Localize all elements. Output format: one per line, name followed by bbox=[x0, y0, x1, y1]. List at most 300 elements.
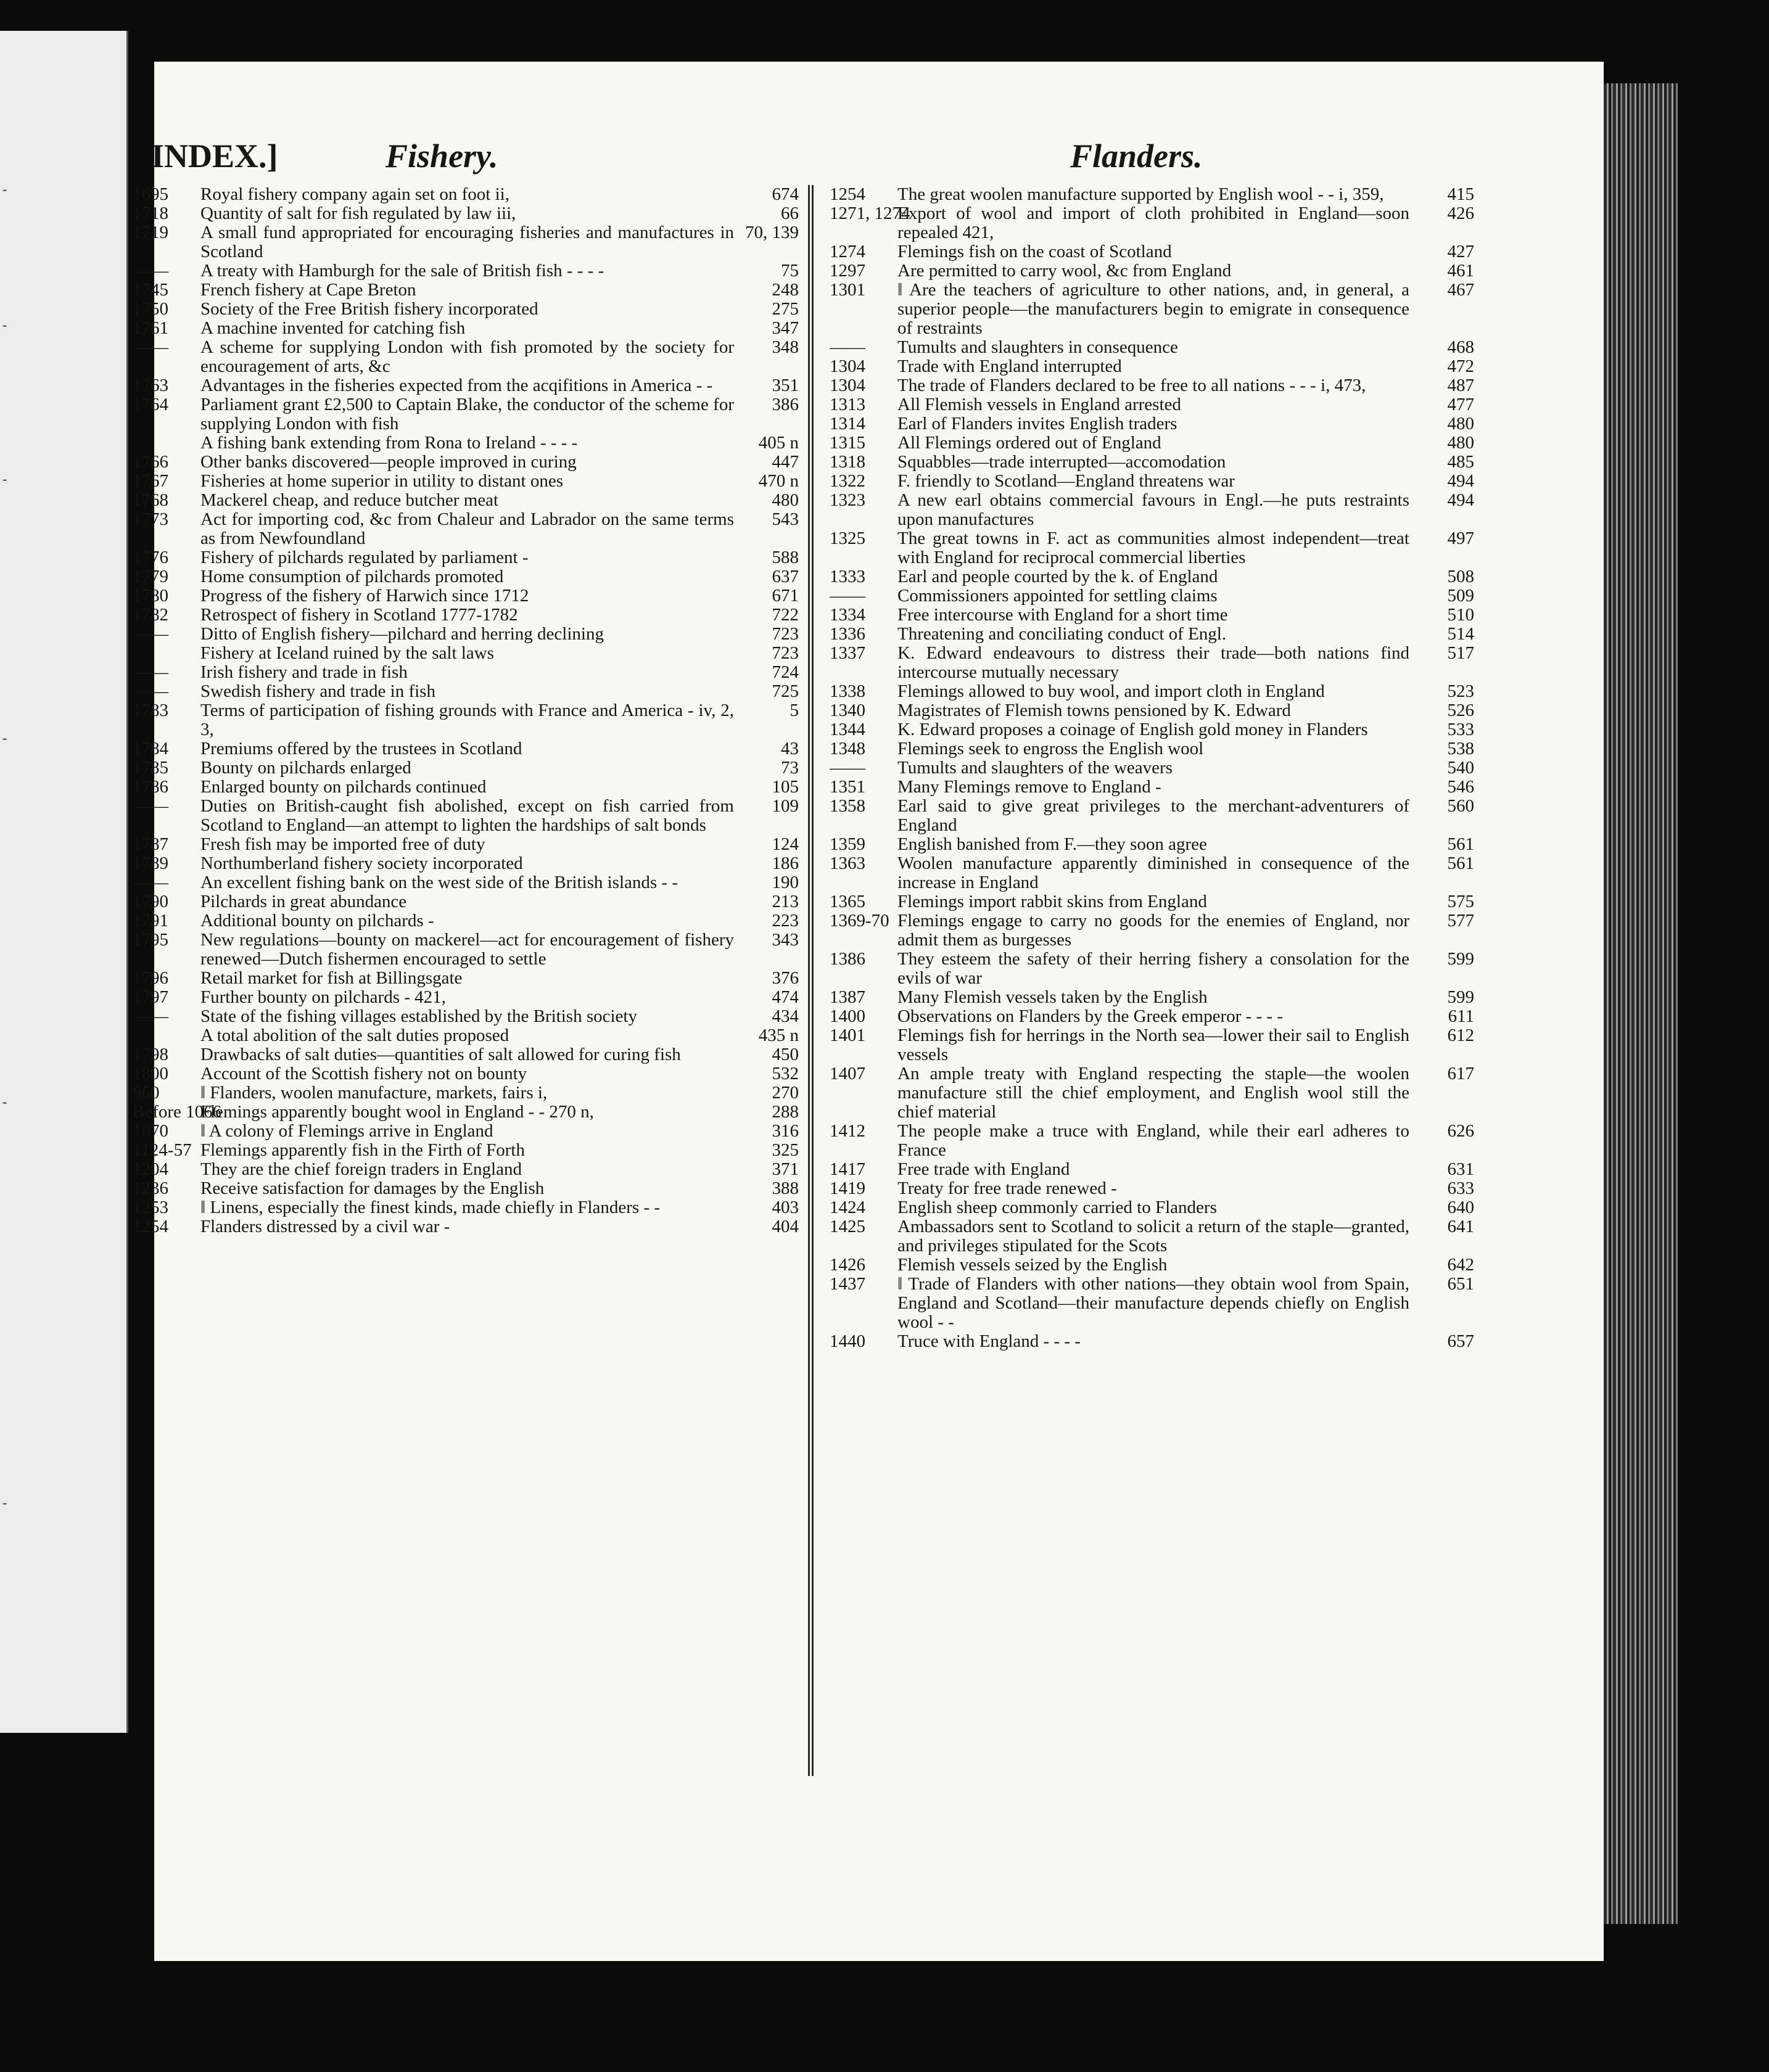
entry-page-reference: 351 bbox=[772, 376, 799, 395]
index-entry bbox=[830, 414, 1474, 434]
entry-year: 1785 bbox=[133, 758, 168, 778]
entry-page-reference: 538 bbox=[1447, 739, 1474, 758]
entry-page-reference: 376 bbox=[772, 968, 799, 988]
entry-text: ‖ Are the teachers of agriculture to other nations, and, in general, a superior people—the manufacturers begin to emigrate in consequence of restraints bbox=[897, 280, 1409, 338]
index-entry bbox=[830, 739, 1474, 758]
index-entry bbox=[133, 969, 799, 988]
index-entry bbox=[830, 911, 1474, 950]
entry-year: 1204 bbox=[133, 1159, 168, 1179]
entry-year: 1776 bbox=[133, 548, 168, 567]
entry-text: The great towns in F. act as communities almost independent—treat with England for reciprocal commercial liberties bbox=[897, 528, 1409, 567]
entry-page-reference: 450 bbox=[772, 1045, 799, 1064]
entry-year: 1358 bbox=[830, 796, 865, 816]
entry-text: Flemings allowed to buy wool, and import cloth in England bbox=[897, 681, 1325, 701]
entry-page-reference: 657 bbox=[1447, 1331, 1474, 1351]
entry-text: Northumberland fishery society incorporated bbox=[200, 853, 523, 873]
entry-text: Enlarged bounty on pilchards continued bbox=[200, 777, 487, 797]
index-entry bbox=[830, 778, 1474, 797]
entry-year: 1719 bbox=[133, 223, 168, 242]
entry-year: 1767 bbox=[133, 471, 168, 491]
entry-text: Act for importing cod, &c from Chaleur and Labrador on the same terms as from Newfoundland bbox=[200, 509, 734, 548]
entry-text: Export of wool and import of cloth prohibited in England—soon repealed 421, bbox=[897, 204, 1409, 242]
entry-page-reference: 508 bbox=[1447, 567, 1474, 586]
index-entry bbox=[133, 567, 799, 586]
entry-text: Trade with England interrupted bbox=[897, 356, 1122, 376]
entry-text: The great woolen manufacture supported by English wool - - i, 359, bbox=[897, 185, 1384, 204]
entry-page-reference: 434 bbox=[772, 1006, 799, 1026]
entry-page-reference: 540 bbox=[1447, 758, 1474, 778]
entry-page-reference: 388 bbox=[772, 1178, 799, 1198]
entry-year: 1344 bbox=[830, 720, 865, 739]
index-entry bbox=[133, 892, 799, 911]
index-entry bbox=[133, 1198, 799, 1217]
entry-year: 1322 bbox=[830, 471, 865, 491]
entry-page-reference: 347 bbox=[772, 318, 799, 338]
entry-text: Parliament grant £2,500 to Captain Blake, the conductor of the scheme for supplying London with fish bbox=[200, 395, 734, 434]
entry-text: Swedish fishery and trade in fish bbox=[200, 681, 435, 701]
index-entry bbox=[830, 1198, 1474, 1217]
entry-text: Account of the Scottish fishery not on bounty bbox=[200, 1064, 527, 1083]
index-entry bbox=[133, 204, 799, 223]
entry-year: 1304 bbox=[830, 376, 865, 395]
entry-text: Tumults and slaughters of the weavers bbox=[897, 758, 1173, 778]
entry-page-reference: 371 bbox=[772, 1159, 799, 1179]
entry-page-reference: 105 bbox=[772, 777, 799, 797]
entry-text: Duties on British-caught fish abolished, except on fish carried from Scotland to England—an attempt to lighten the hardships of salt bonds bbox=[200, 796, 734, 835]
entry-year: 1253 bbox=[133, 1198, 168, 1217]
entry-year: 1318 bbox=[830, 452, 865, 472]
entry-year: 1340 bbox=[830, 701, 865, 720]
index-entry bbox=[133, 1083, 799, 1103]
entry-page-reference: 637 bbox=[772, 567, 799, 586]
entry-page-reference: 124 bbox=[772, 834, 799, 854]
index-entry bbox=[133, 644, 799, 663]
entry-page-reference: 642 bbox=[1447, 1255, 1474, 1275]
index-entry bbox=[133, 376, 799, 395]
entry-page-reference: 435 n bbox=[758, 1026, 799, 1045]
entry-text: Many Flemings remove to England - bbox=[897, 777, 1161, 797]
entry-page-reference: 725 bbox=[772, 681, 799, 701]
entry-page-reference: 415 bbox=[1447, 185, 1474, 204]
entry-year: 1426 bbox=[830, 1255, 865, 1275]
entry-year: 1798 bbox=[133, 1045, 168, 1064]
entry-year: 1424 bbox=[830, 1198, 865, 1217]
entry-text: Tumults and slaughters in consequence bbox=[897, 337, 1178, 357]
entry-year: —— bbox=[133, 337, 168, 357]
index-entry bbox=[133, 797, 799, 835]
column-divider bbox=[808, 185, 814, 1776]
entry-page-reference: 470 n bbox=[758, 471, 799, 491]
edge-fragment: - bbox=[2, 471, 7, 487]
entry-text: Other banks discovered—people improved in curing bbox=[200, 452, 577, 472]
entry-text: Flemings import rabbit skins from England bbox=[897, 892, 1207, 911]
entry-year: 1334 bbox=[830, 605, 865, 625]
index-entry bbox=[830, 242, 1474, 261]
entry-text: Earl said to give great privileges to the merchant-adventurers of England bbox=[897, 796, 1409, 835]
entry-year: 1761 bbox=[133, 318, 168, 338]
entry-page-reference: 494 bbox=[1447, 471, 1474, 491]
index-entry bbox=[830, 1007, 1474, 1026]
entry-text: A treaty with Hamburgh for the sale of British fish - - - - bbox=[200, 261, 604, 281]
edge-fragment: - bbox=[2, 317, 7, 332]
entry-year: 1768 bbox=[133, 490, 168, 510]
entry-text: Flanders distressed by a civil war - bbox=[200, 1217, 450, 1236]
entry-year: 1304 bbox=[830, 356, 865, 376]
index-entry bbox=[133, 988, 799, 1007]
entry-text: All Flemish vessels in England arrested bbox=[897, 395, 1181, 414]
index-entry bbox=[133, 625, 799, 644]
entry-page-reference: 480 bbox=[772, 490, 799, 510]
entry-page-reference: 325 bbox=[772, 1140, 799, 1160]
index-entry bbox=[830, 472, 1474, 491]
entry-text: They are the chief foreign traders in England bbox=[200, 1159, 522, 1179]
entry-text: Additional bounty on pilchards - bbox=[200, 911, 434, 931]
index-entry bbox=[133, 338, 799, 376]
entry-text: Are permitted to carry wool, &c from England bbox=[897, 261, 1232, 281]
index-entry bbox=[830, 1122, 1474, 1160]
entry-year: 1797 bbox=[133, 987, 168, 1007]
entry-text: Flemings seek to engross the English wool bbox=[897, 739, 1204, 758]
entry-year: 1323 bbox=[830, 490, 865, 510]
entry-text: Earl and people courted by the k. of England bbox=[897, 567, 1218, 586]
index-entry bbox=[133, 453, 799, 472]
entry-page-reference: 487 bbox=[1447, 376, 1474, 395]
entry-year: 1369-70 bbox=[830, 911, 889, 931]
entry-year: 1789 bbox=[133, 853, 168, 873]
entry-year: 1779 bbox=[133, 567, 168, 586]
entry-year: 1254 bbox=[133, 1217, 168, 1236]
entry-page-reference: 633 bbox=[1447, 1178, 1474, 1198]
entry-text: Truce with England - - - - bbox=[897, 1331, 1081, 1351]
entry-text: A machine invented for catching fish bbox=[200, 318, 466, 338]
entry-page-reference: 631 bbox=[1447, 1159, 1474, 1179]
entry-text: Ambassadors sent to Scotland to solicit a return of the staple—granted, and privileges stipulated for the Scots bbox=[897, 1217, 1409, 1256]
entry-year: 1791 bbox=[133, 911, 168, 931]
index-entry bbox=[830, 529, 1474, 567]
entry-text: English banished from F.—they soon agree bbox=[897, 834, 1207, 854]
entry-page-reference: 640 bbox=[1447, 1198, 1474, 1217]
index-entry bbox=[830, 1026, 1474, 1064]
entry-year: 1386 bbox=[830, 949, 865, 969]
entry-text: Ditto of English fishery—pilchard and herring declining bbox=[200, 624, 604, 644]
entry-text: Magistrates of Flemish towns pensioned by K. Edward bbox=[897, 701, 1291, 720]
edge-fragment: - bbox=[2, 1094, 7, 1109]
entry-text: Free intercourse with England for a short time bbox=[897, 605, 1228, 625]
index-entry bbox=[830, 204, 1474, 242]
entry-year: 1419 bbox=[830, 1178, 865, 1198]
entry-text: Drawbacks of salt duties—quantities of salt allowed for curing fish bbox=[200, 1045, 681, 1064]
entry-page-reference: 577 bbox=[1447, 911, 1474, 931]
entry-year: 960 bbox=[133, 1083, 160, 1103]
entry-page-reference: 343 bbox=[772, 930, 799, 950]
entry-page-reference: 523 bbox=[1447, 681, 1474, 701]
index-entry bbox=[830, 1256, 1474, 1275]
entry-page-reference: 517 bbox=[1447, 643, 1474, 663]
index-entry bbox=[830, 701, 1474, 720]
entry-page-reference: 403 bbox=[772, 1198, 799, 1217]
index-entry bbox=[830, 758, 1474, 778]
entry-page-reference: 405 n bbox=[758, 433, 799, 453]
entry-text: Retail market for fish at Billingsgate bbox=[200, 968, 463, 988]
index-entry bbox=[133, 281, 799, 300]
entry-page-reference: 474 bbox=[772, 987, 799, 1007]
entry-page-reference: 404 bbox=[772, 1217, 799, 1236]
entry-year: 1718 bbox=[133, 204, 168, 223]
index-entry bbox=[133, 1026, 799, 1045]
entry-page-reference: 427 bbox=[1447, 242, 1474, 261]
index-entry bbox=[133, 586, 799, 606]
entry-page-reference: 617 bbox=[1447, 1064, 1474, 1083]
entry-year: 1784 bbox=[133, 739, 168, 758]
entry-page-reference: 213 bbox=[772, 892, 799, 911]
entry-year bbox=[133, 644, 194, 663]
entry-year: 1766 bbox=[133, 452, 168, 472]
entry-year: 1325 bbox=[830, 528, 865, 548]
entry-text: Observations on Flanders by the Greek emperor - - - - bbox=[897, 1006, 1283, 1026]
entry-page-reference: 66 bbox=[781, 204, 799, 223]
entry-text: An ample treaty with England respecting the staple—the woolen manufacture still the chief employment, and English wool still the chief material bbox=[897, 1064, 1409, 1122]
index-entry bbox=[133, 319, 799, 338]
entry-year: 1236 bbox=[133, 1178, 168, 1198]
entry-text: New regulations—bounty on mackerel—act for encouragement of fishery renewed—Dutch fishermen encouraged to settle bbox=[200, 930, 734, 969]
entry-text: Mackerel cheap, and reduce butcher meat bbox=[200, 490, 499, 510]
index-entry bbox=[830, 1064, 1474, 1122]
entry-text: Further bounty on pilchards - 421, bbox=[200, 987, 446, 1007]
index-entry bbox=[133, 1217, 799, 1236]
entry-text: Flemings apparently fish in the Firth of Forth bbox=[200, 1140, 525, 1160]
entry-year: 1365 bbox=[830, 892, 865, 911]
entry-text: The people make a truce with England, while their earl adheres to France bbox=[897, 1121, 1409, 1160]
entry-year: —— bbox=[133, 1006, 168, 1026]
entry-page-reference: 526 bbox=[1447, 701, 1474, 720]
index-entry bbox=[133, 261, 799, 281]
entry-page-reference: 223 bbox=[772, 911, 799, 931]
entry-text: K. Edward proposes a coinage of English gold money in Flanders bbox=[897, 720, 1368, 739]
entry-page-reference: 611 bbox=[1448, 1006, 1474, 1026]
entry-year: 1070 bbox=[133, 1121, 168, 1141]
entry-text: The trade of Flanders declared to be free to all nations - - - i, 473, bbox=[897, 376, 1366, 395]
entry-year: 1745 bbox=[133, 280, 168, 300]
index-entry bbox=[133, 739, 799, 758]
index-entry bbox=[830, 644, 1474, 682]
entry-page-reference: 560 bbox=[1447, 796, 1474, 816]
entry-year: 1363 bbox=[830, 853, 865, 873]
entry-text: Commissioners appointed for settling claims bbox=[897, 586, 1218, 606]
entry-year: —— bbox=[133, 624, 168, 644]
entry-text: Treaty for free trade renewed - bbox=[897, 1178, 1117, 1198]
entry-year: 1412 bbox=[830, 1121, 865, 1141]
index-entry bbox=[830, 606, 1474, 625]
entry-year bbox=[133, 1026, 194, 1045]
entry-text: Fresh fish may be imported free of duty bbox=[200, 834, 485, 854]
entry-year: —— bbox=[133, 662, 168, 682]
entry-page-reference: 75 bbox=[781, 261, 799, 281]
index-entry bbox=[133, 510, 799, 548]
entry-year: —— bbox=[830, 337, 865, 357]
entry-page-reference: 510 bbox=[1447, 605, 1474, 625]
index-entry bbox=[830, 797, 1474, 835]
index-entry bbox=[830, 395, 1474, 414]
entry-year: 1359 bbox=[830, 834, 865, 854]
entry-text: Quantity of salt for fish regulated by law iii, bbox=[200, 204, 516, 223]
entry-page-reference: 186 bbox=[772, 853, 799, 873]
entry-text: F. friendly to Scotland—England threatens war bbox=[897, 471, 1235, 491]
index-entry bbox=[830, 567, 1474, 586]
entry-text: A new earl obtains commercial favours in Engl.—he puts restraints upon manufactures bbox=[897, 490, 1409, 529]
entry-page-reference: 514 bbox=[1447, 624, 1474, 644]
entry-page-reference: 543 bbox=[772, 509, 799, 529]
index-entry bbox=[133, 701, 799, 739]
entry-page-reference: 599 bbox=[1447, 949, 1474, 969]
entry-year: 1787 bbox=[133, 834, 168, 854]
index-entry bbox=[133, 931, 799, 969]
index-entry bbox=[133, 873, 799, 892]
index-entry bbox=[830, 357, 1474, 376]
entry-year: 1315 bbox=[830, 433, 865, 453]
entry-year: —— bbox=[830, 758, 865, 778]
right-topic-heading: Flanders. bbox=[1070, 138, 1203, 175]
index-label: INDEX.] bbox=[151, 138, 278, 175]
entry-text: Advantages in the fisheries expected from the acqifitions in America - - bbox=[200, 376, 713, 395]
entry-year: 1337 bbox=[830, 643, 865, 663]
entry-year: 1780 bbox=[133, 586, 168, 606]
index-entry bbox=[830, 1275, 1474, 1332]
entry-page-reference: 248 bbox=[772, 280, 799, 300]
entry-text: Flemings engage to carry no goods for the enemies of England, nor admit them as burgesses bbox=[897, 911, 1409, 950]
entry-page-reference: 480 bbox=[1447, 433, 1474, 453]
entry-year: 1782 bbox=[133, 605, 168, 625]
entry-text: Fisheries at home superior in utility to distant ones bbox=[200, 471, 563, 491]
entry-text: English sheep commonly carried to Flanders bbox=[897, 1198, 1217, 1217]
index-entry bbox=[830, 586, 1474, 606]
index-entry bbox=[830, 453, 1474, 472]
entry-page-reference: 546 bbox=[1447, 777, 1474, 797]
entry-text: French fishery at Cape Breton bbox=[200, 280, 416, 300]
entry-year: Before 1066 bbox=[133, 1102, 222, 1122]
entry-year: 1301 bbox=[830, 280, 865, 300]
entry-text: Squabbles—trade interrupted—accomodation bbox=[897, 452, 1226, 472]
index-entry bbox=[133, 911, 799, 931]
entry-text: A small fund appropriated for encouraging fisheries and manufactures in Scotland bbox=[200, 223, 734, 261]
index-entry bbox=[133, 778, 799, 797]
entry-year: 1764 bbox=[133, 395, 168, 414]
entry-text: Flemings apparently bought wool in England - - 270 n, bbox=[200, 1102, 594, 1122]
entry-text: Progress of the fishery of Harwich since 1712 bbox=[200, 586, 529, 606]
entry-text: Flemish vessels seized by the English bbox=[897, 1255, 1168, 1275]
index-entry bbox=[133, 491, 799, 510]
entry-text: Receive satisfaction for damages by the English bbox=[200, 1178, 545, 1198]
entry-page-reference: 561 bbox=[1447, 834, 1474, 854]
entry-page-reference: 494 bbox=[1447, 490, 1474, 510]
entry-year: 1274 bbox=[830, 242, 865, 261]
entry-page-reference: 497 bbox=[1447, 528, 1474, 548]
entry-year: —— bbox=[133, 261, 168, 281]
index-entry bbox=[830, 1217, 1474, 1256]
previous-page-edge bbox=[0, 31, 128, 1733]
index-entry bbox=[133, 1141, 799, 1160]
entry-text: Irish fishery and trade in fish bbox=[200, 662, 408, 682]
entry-page-reference: 461 bbox=[1447, 261, 1474, 281]
entry-year: 1333 bbox=[830, 567, 865, 586]
index-entry bbox=[830, 281, 1474, 338]
flanders-index-column bbox=[830, 185, 1474, 1770]
entry-year: 1351 bbox=[830, 777, 865, 797]
entry-page-reference: 109 bbox=[772, 796, 799, 816]
fishery-index-column bbox=[133, 185, 799, 1770]
index-entry bbox=[830, 1160, 1474, 1179]
entry-year: 1763 bbox=[133, 376, 168, 395]
entry-year: 1271, 1274 bbox=[830, 204, 910, 223]
entry-text: Woolen manufacture apparently diminished in consequence of the increase in England bbox=[897, 853, 1409, 892]
entry-year: —— bbox=[133, 681, 168, 701]
entry-text: ‖ Flanders, woolen manufacture, markets, fairs i, bbox=[200, 1083, 548, 1103]
entry-year: 1313 bbox=[830, 395, 865, 414]
left-topic-heading: Fishery. bbox=[386, 138, 498, 175]
entry-page-reference: 532 bbox=[772, 1064, 799, 1083]
entry-page-reference: 477 bbox=[1447, 395, 1474, 414]
entry-page-reference: 190 bbox=[772, 873, 799, 892]
entry-page-reference: 472 bbox=[1447, 356, 1474, 376]
index-entry bbox=[830, 185, 1474, 204]
index-entry bbox=[133, 854, 799, 873]
entry-page-reference: 674 bbox=[772, 185, 799, 204]
entry-year: 1338 bbox=[830, 681, 865, 701]
index-entry bbox=[133, 1103, 799, 1122]
index-entry bbox=[830, 625, 1474, 644]
index-entry bbox=[830, 434, 1474, 453]
entry-text: Pilchards in great abundance bbox=[200, 892, 407, 911]
entry-year: 1796 bbox=[133, 968, 168, 988]
index-entry bbox=[830, 338, 1474, 357]
entry-text: Terms of participation of fishing grounds with France and America - iv, 2, 3, bbox=[200, 701, 734, 739]
index-entry bbox=[133, 1179, 799, 1198]
entry-page-reference: 641 bbox=[1447, 1217, 1474, 1236]
entry-year: 1425 bbox=[830, 1217, 865, 1236]
index-entry bbox=[830, 950, 1474, 988]
entry-year: 1254 bbox=[830, 185, 865, 204]
entry-page-reference: 626 bbox=[1447, 1121, 1474, 1141]
entry-page-reference: 651 bbox=[1447, 1274, 1474, 1294]
entry-year: —— bbox=[133, 796, 168, 816]
entry-page-reference: 723 bbox=[772, 643, 799, 663]
entry-page-reference: 348 bbox=[772, 337, 799, 357]
entry-text: Society of the Free British fishery incorporated bbox=[200, 299, 538, 319]
entry-text: Premiums offered by the trustees in Scotland bbox=[200, 739, 522, 758]
entry-year bbox=[133, 434, 194, 453]
entry-page-reference: 275 bbox=[772, 299, 799, 319]
entry-text: K. Edward endeavours to distress their trade—both nations find intercourse mutually necessary bbox=[897, 643, 1409, 682]
entry-page-reference: 671 bbox=[772, 586, 799, 606]
entry-text: A total abolition of the salt duties proposed bbox=[200, 1026, 509, 1045]
entry-year: 1773 bbox=[133, 509, 168, 529]
index-entry bbox=[133, 835, 799, 854]
entry-page-reference: 612 bbox=[1447, 1026, 1474, 1045]
entry-year: 1124-57 bbox=[133, 1140, 192, 1160]
entry-year: 1400 bbox=[830, 1006, 865, 1026]
index-entry bbox=[133, 434, 799, 453]
entry-text: Retrospect of fishery in Scotland 1777-1782 bbox=[200, 605, 518, 625]
entry-page-reference: 73 bbox=[781, 758, 799, 778]
entry-page-reference: 467 bbox=[1447, 280, 1474, 300]
entry-text: ‖ Linens, especially the finest kinds, made chiefly in Flanders - - bbox=[200, 1198, 661, 1217]
entry-year: 1417 bbox=[830, 1159, 865, 1179]
entry-page-reference: 447 bbox=[772, 452, 799, 472]
entry-text: Home consumption of pilchards promoted bbox=[200, 567, 504, 586]
entry-page-reference: 316 bbox=[772, 1121, 799, 1141]
index-entry bbox=[830, 1179, 1474, 1198]
entry-year: 1297 bbox=[830, 261, 865, 281]
entry-year: 1750 bbox=[133, 299, 168, 319]
